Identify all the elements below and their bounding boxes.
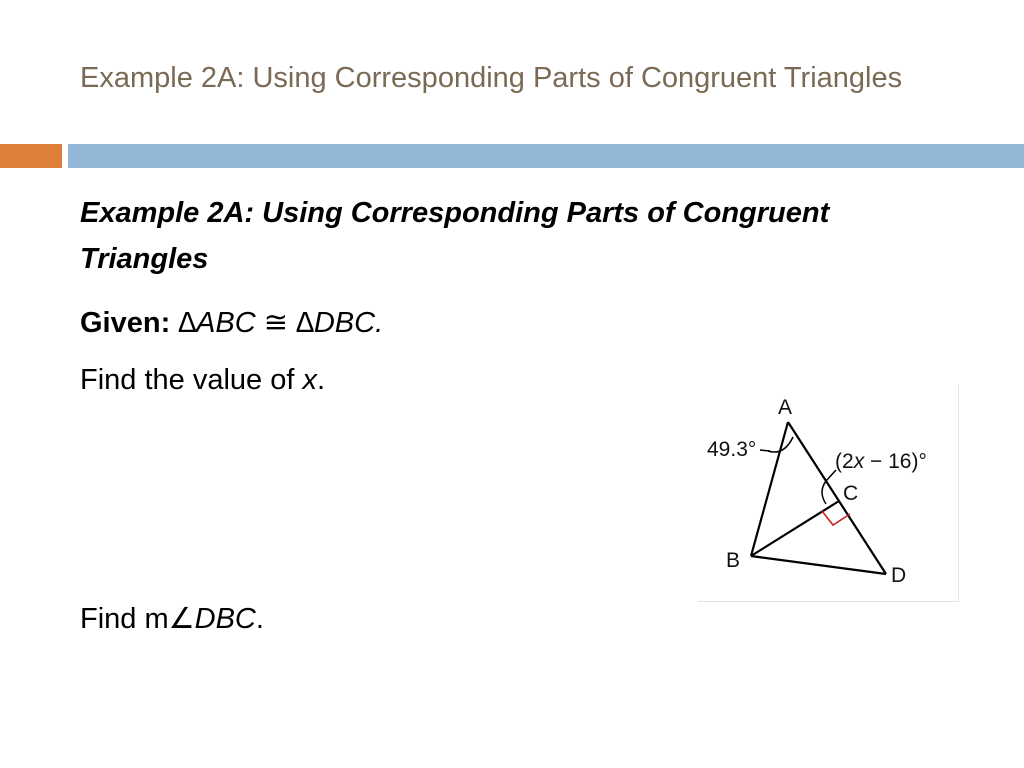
segment-bd — [751, 556, 886, 574]
title-rule-bar — [68, 144, 1024, 168]
find-x-text: Find the value of — [80, 364, 303, 396]
segment-ad — [788, 422, 886, 574]
title-rule-accent — [0, 144, 62, 168]
find-angle-text: Find m∠ — [80, 603, 195, 635]
angle-label-c-pre: (2 — [835, 450, 854, 473]
label-c: C — [843, 482, 859, 505]
angle-arc-c — [822, 481, 826, 504]
find-x-line — [80, 357, 325, 403]
find-x-period: . — [316, 364, 326, 396]
angle-label-c-var: x — [853, 450, 865, 473]
label-a: A — [778, 396, 793, 419]
triangle-figure — [698, 384, 959, 602]
label-b: B — [726, 549, 741, 572]
angle-label-c — [835, 450, 927, 473]
example-heading: Example 2A: Using Corresponding Parts of Congruent Triangles — [80, 197, 830, 275]
angle-label-c-post: − 16)° — [864, 450, 927, 473]
slide-title: Example 2A: Using Corresponding Parts of Congruent Triangles — [80, 62, 903, 94]
angle-leader-a — [760, 450, 770, 451]
find-angle-variable: DBC — [194, 603, 256, 635]
label-d: D — [891, 564, 907, 587]
find-x-variable: x — [302, 364, 317, 396]
given-statement: ∆ABC ≅ ∆DBC. — [178, 307, 384, 339]
find-angle-period: . — [255, 603, 264, 635]
find-angle-line — [80, 596, 264, 642]
given-label: Given: — [80, 307, 171, 339]
triangle-diagram — [698, 384, 958, 601]
angle-label-a: 49.3° — [707, 438, 757, 461]
given-line — [80, 300, 383, 346]
